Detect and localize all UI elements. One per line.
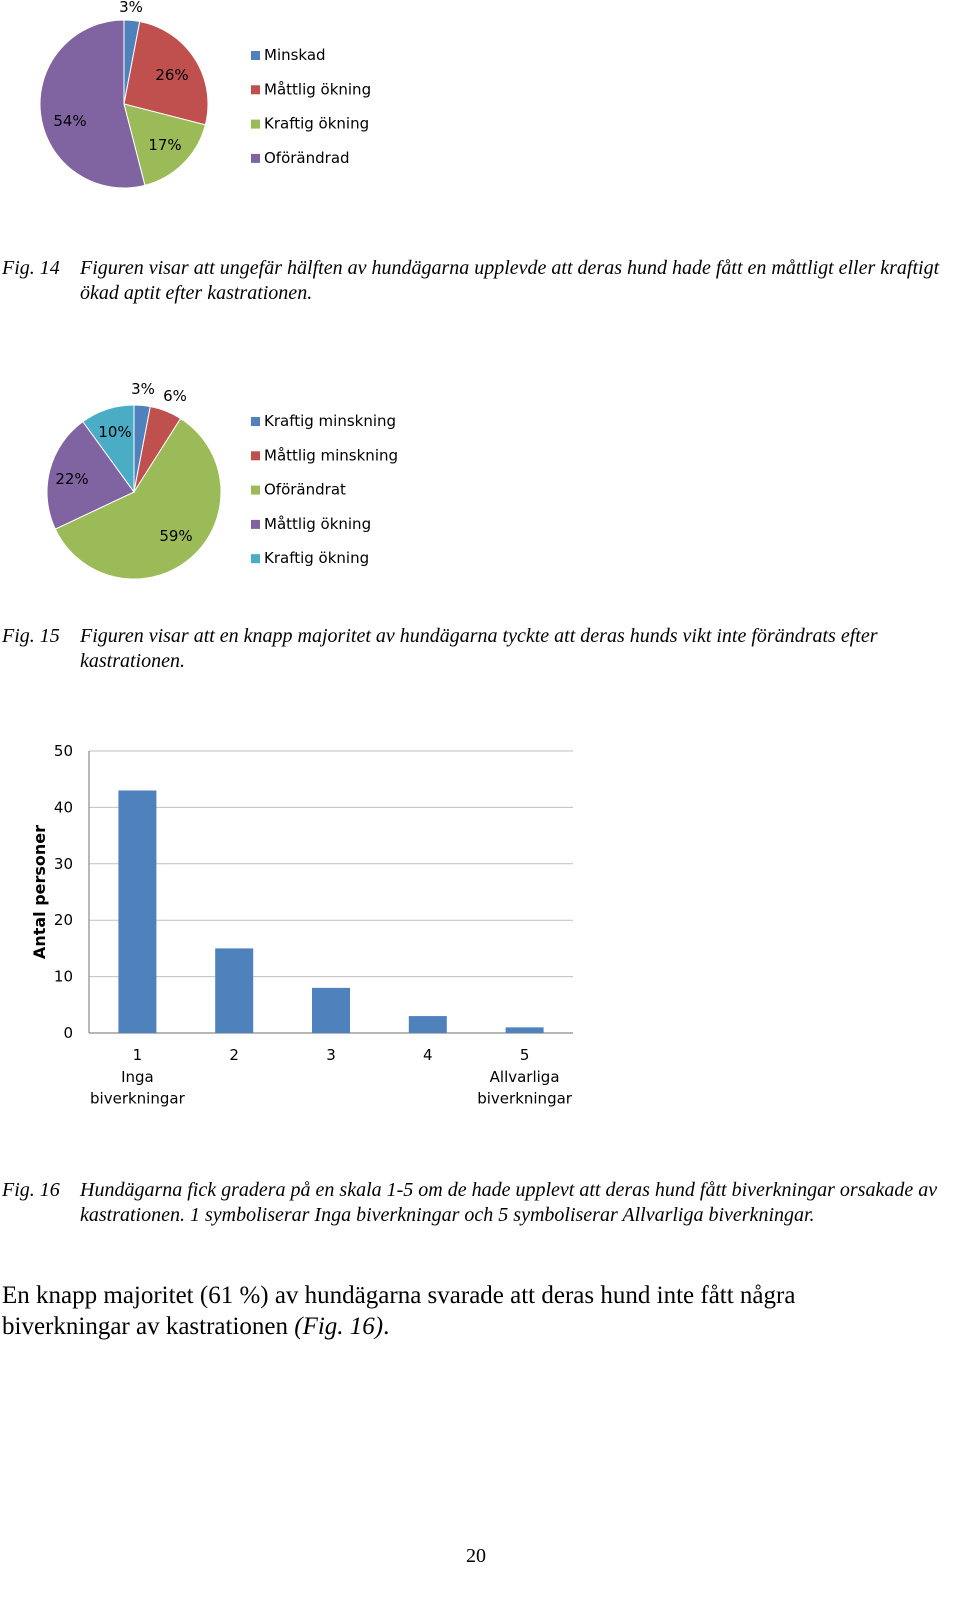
bar-chart-ytick-2: 20 [53,911,73,930]
bar-chart-xtick-2: 3 [326,1046,336,1064]
pie2-legend-label-0: Kraftig minskning [264,412,397,430]
fig16-caption-label: Fig. 16 [2,1179,60,1201]
pie1-legend-swatch-2 [251,120,260,129]
pie2-legend-label-3: Måttlig ökning [264,514,372,533]
bar-chart-xtick-sublabel-4-0: Allvarliga [489,1068,560,1086]
pie1-value-label-1: 26% [155,66,189,84]
pie2-legend-label-2: Oförändrat [264,480,346,499]
bar-2 [312,988,350,1033]
pie1-legend-swatch-3 [251,154,260,163]
pie2-legend-swatch-4 [251,554,260,563]
bar-chart-ytick-5: 50 [53,742,73,760]
bar-chart-xtick-0: 1 [132,1046,143,1064]
pie1-legend-label-2: Kraftig ökning [264,114,370,133]
pie1-legend-label-1: Måttlig ökning [264,80,372,99]
bar-chart-xtick-4: 5 [519,1046,530,1064]
bar-1 [215,948,253,1033]
pie1-value-label-2: 17% [148,136,182,154]
fig15-caption [2,624,942,674]
bar-chart-ytick-1: 10 [53,967,73,986]
fig15-caption-text: Figuren visar att en knapp majoritet av hundägarna tyckte att deras hunds vikt inte förändrats efter kastrationen. [80,625,878,672]
fig16-caption [2,1178,942,1228]
body-paragraph-end: . [383,1313,390,1340]
pie2-value-label-1: 6% [163,387,187,405]
pie2-value-label-3: 22% [55,470,89,488]
pie1-value-label-3: 54% [53,112,87,130]
bar-chart-xtick-sublabel-0-1: biverkningar [90,1089,185,1108]
fig14-caption [2,256,942,306]
pie2-legend-swatch-2 [251,486,260,495]
bar-chart-ytick-3: 30 [53,854,73,873]
pie2-legend-swatch-3 [251,520,260,529]
pie2-value-label-4: 10% [98,423,132,441]
bar-chart-ylabel: Antal personer [30,824,49,960]
pie2-value-label-2: 59% [159,527,193,545]
fig15-pie-chart [0,370,420,590]
fig15-caption-label: Fig. 15 [2,625,60,647]
body-paragraph-fig-ref: (Fig. 16) [294,1313,384,1340]
pie2-value-label-0: 3% [131,380,155,398]
bar-4 [506,1027,544,1033]
bar-chart-ytick-0: 0 [63,1024,73,1042]
bar-chart-xtick-sublabel-4-1: biverkningar [477,1089,572,1108]
bar-chart-xtick-1: 2 [229,1046,239,1064]
pie2-legend-swatch-1 [251,451,260,460]
fig16-bar-chart [0,730,600,1130]
fig14-caption-label: Fig. 14 [2,257,60,279]
pie2-legend-swatch-0 [251,417,260,426]
pie1-legend-label-0: Minskad [264,46,326,64]
fig16-caption-text: Hundägarna fick gradera på en skala 1-5 om de hade upplevt att deras hund fått biverkningar orsakade av kastrationen. 1 symboliserar Inga biverkningar och 5 symboliserar Allvarliga biverkningar. [80,1179,938,1226]
bar-chart-xtick-sublabel-0-0: Inga [121,1068,154,1086]
pie1-legend-swatch-0 [251,51,260,60]
pie2-legend-label-4: Kraftig ökning [264,549,370,568]
fig14-caption-text: Figuren visar att ungefär hälften av hundägarna upplevde att deras hund hade fått en måttligt eller kraftigt ökad aptit efter kastrationen. [80,257,940,304]
body-paragraph [2,1280,902,1342]
pie1-value-label-0: 3% [119,0,143,16]
fig14-pie-chart [0,0,420,200]
bar-chart-xtick-3: 4 [423,1046,433,1064]
bar-0 [118,790,156,1033]
bar-chart-ytick-4: 40 [53,798,73,817]
pie1-legend-swatch-1 [251,85,260,94]
bar-3 [409,1016,447,1033]
page-number: 20 [466,1545,486,1567]
pie1-legend-label-3: Oförändrad [264,148,350,167]
body-paragraph-main: En knapp majoritet (61 %) av hundägarna svarade att deras hund inte fått några biverkningar av kastrationen [2,1282,796,1340]
pie2-legend-label-1: Måttlig minskning [264,446,399,465]
